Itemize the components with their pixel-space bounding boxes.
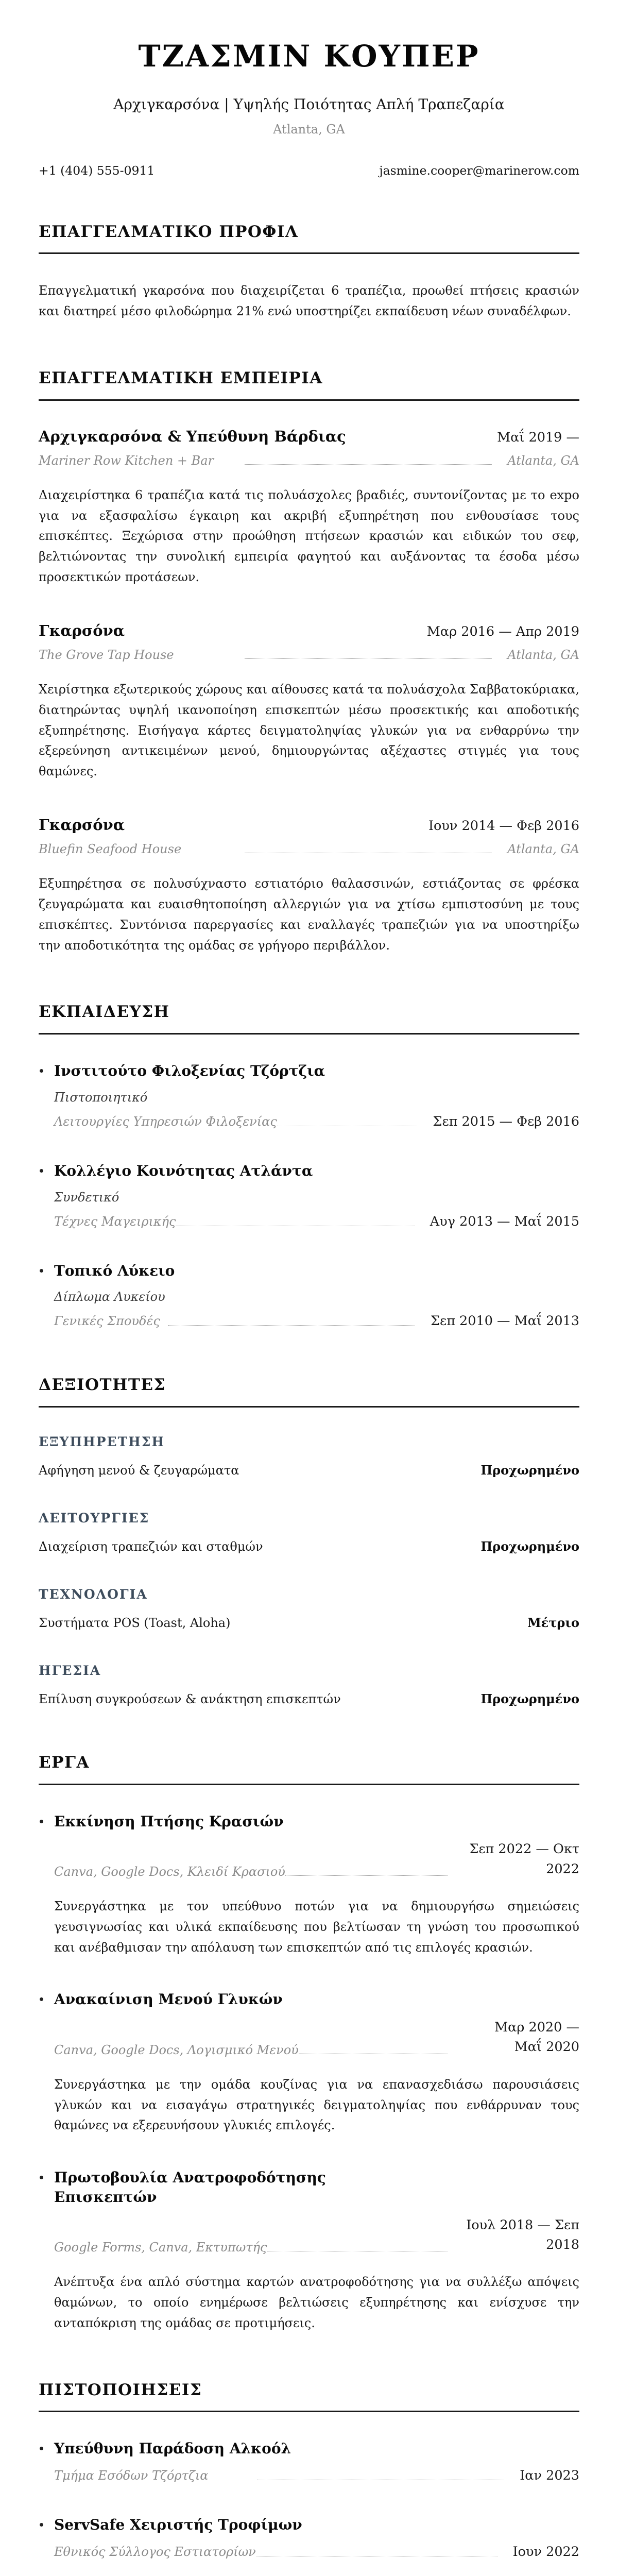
school-name: Ινστιτούτο Φιλοξενίας Τζόρτζια [54,1062,325,1079]
project-tools-row [54,2018,579,2057]
job-description: Εξυπηρέτησα σε πολυσύχναστο εστιατόριο θαλασσινών, εστιάζοντας σε φρέσκα ζευγαρώματα και ευαισθητοποίηση αλλεργιών για να χτίσω εμπιστοσύνη με τους επισκέπτες. Συντόνισα παρεργασίες και εναλλαγές τραπεζιών για να υποστηρίξω την αποδοτικότητα της ομάδας σε γρήγορο περιβάλλον. [39,876,579,953]
skills-heading: ΔΕΞΙΟΤΗΤΕΣ [39,1376,579,1408]
skill-level: Μέτριο [527,1615,579,1630]
project-tools: Canva, Google Docs, Λογισμικό Μενού [54,2042,299,2057]
project-description: Συνεργάστηκα με την ομάδα κουζίνας για να επανασχεδιάσω παρουσιάσεις γλυκών και να εισαγάγω στρατηγικές δειγματοληψίας που ενθάρρυναν τους θαμώνες να εξερευνήσουν γλυκιές επιλογές. [54,2077,579,2133]
project-tools-row [54,2215,579,2255]
profile-heading: ΕΠΑΓΓΕΛΜΑΤΙΚΟ ΠΡΟΦΙΛ [39,223,579,255]
bullet-icon [40,1997,43,2001]
dotted-leader [245,658,492,659]
certification-issuer: Εθνικός Σύλλογος Εστιατορίων [54,2545,256,2560]
field-of-study: Γενικές Σπουδές [54,1314,160,1329]
certification-name: ServSafe Χειριστής Τροφίμων [54,2516,302,2534]
job-company: The Grove Tap House [39,647,174,662]
projects-heading: ΕΡΓΑ [39,1754,579,1785]
field-row [54,1313,579,1329]
project-tools-row [54,1839,579,1879]
job-company-row [39,648,579,662]
skill-name: Διαχείριση τραπεζιών και σταθμών [39,1539,263,1554]
section-experience [39,369,579,956]
degree: Συνδετικό [54,1190,119,1205]
skill-row [39,1539,579,1554]
section-skills [39,1376,579,1706]
certification-issuer: Τμήμα Εσόδων Τζόρτζια [54,2468,209,2483]
project-description: Συνεργάστηκα με τον υπεύθυνο ποτών για να δημιουργήσω σημειώσεις γευσιγνωσίας και υλικά εκπαίδευσης που βελτίωσαν τη γνώση του προσωπικού και ανέβαθμισαν την απόλαυση των επισκεπτών από τις επιλογές κρασιών. [54,1899,579,1955]
certification-date: Ιουν 2022 [512,2544,579,2560]
school-name: Τοπικό Λύκειο [54,1262,175,1279]
project-description: Ανέπτυξα ένα απλό σύστημα καρτών ανατροφοδότησης για να συλλέξω απόψεις θαμώνων, το οποίο ενημέρωσε βελτιώσεις εξυπηρέτησης και ενίσχυσε την ανταπόκριση της ομάδας σε προτιμήσεις. [54,2275,579,2330]
job-description: Διαχειρίστηκα 6 τραπέζια κατά τις πολυάσχολες βραδιές, συντονίζοντας με το expo για να εξασφαλίσω έγκαιρη και ακριβή εξυπηρέτηση που ενθουσίασε τους επισκέπτες. Ξεχώρισα στην προώθηση πτήσεων κρασιών και ειδικών του σεφ, βελτιώνοντας την συνολική εμπειρία φαγητού και αυξάνοντας τα έσοδα μέσω προσεκτικών προτάσεων. [39,487,579,585]
job-title-row [39,816,579,834]
job-date: Μαΐ 2019 — [497,429,579,445]
header-subtitle: Αρχιγκαρσόνα | Υψηλής Ποιότητας Απλή Τραπεζαρία [113,95,505,113]
skill-group [39,1434,579,1478]
dotted-leader [168,1325,415,1326]
section-projects [39,1754,579,2334]
field-of-study: Τέχνες Μαγειρικής [54,1214,176,1229]
job-location: Atlanta, GA [507,842,579,857]
project-tools: Google Forms, Canva, Εκτυπωτής [54,2240,267,2255]
job-location: Atlanta, GA [507,453,579,468]
job-title: Γκαρσόνα [39,816,125,834]
project-title: Εκκίνηση Πτήσης Κρασιών [54,1812,284,1830]
job-date: Ιουν 2014 — Φεβ 2016 [428,818,579,834]
section-certifications [39,2381,579,2560]
email-text: jasmine.cooper@marinerow.com [379,163,579,178]
field-of-study: Λειτουργίες Υπηρεσιών Φιλοξενίας [54,1114,277,1129]
certification-name: Υπεύθυνη Παράδοση Αλκοόλ [54,2440,291,2458]
job-title-row [39,428,579,445]
dotted-leader [245,464,492,465]
job-entry [39,622,579,782]
job-company: Mariner Row Kitchen + Bar [39,453,214,468]
section-profile [39,223,579,322]
skill-category: ΤΕΧΝΟΛΟΓΙΑ [39,1587,148,1602]
certifications-heading: ΠΙΣΤΟΠΟΙΗΣΕΙΣ [39,2381,579,2413]
project-entry [39,1812,579,1958]
field-row [54,1114,579,1129]
skill-category: ΕΞΥΠΗΡΕΤΗΣΗ [39,1434,165,1449]
job-title: Αρχιγκαρσόνα & Υπεύθυνη Βάρδιας [39,427,346,445]
project-title: Πρωτοβουλία Ανατροφοδότησης Επισκεπτών [54,2169,326,2206]
job-entry [39,428,579,588]
resume-header [39,40,579,178]
project-date: Σεπ 2022 — Οκτ 2022 [469,1841,579,1877]
job-company-row [39,453,579,468]
job-title: Γκαρσόνα [39,621,125,639]
skill-row [39,1463,579,1478]
school-name: Κολλέγιο Κοινότητας Ατλάντα [54,1162,313,1179]
skill-name: Αφήγηση μενού & ζευγαρώματα [39,1463,239,1478]
education-date: Σεπ 2015 — Φεβ 2016 [433,1113,579,1129]
job-title-row [39,622,579,639]
job-description: Χειρίστηκα εξωτερικούς χώρους και αίθουσες κατά τα πολυάσχολα Σαββατοκύριακα, διατηρώντας υψηλή ικανοποίηση επισκεπτών μέσω προσεκτικής και αποδοτικής εξυπηρέτησης. Εισήγαγα κάρτες δειγματοληψίας γλυκών για να ενθαρρύνω την εξερεύνηση αντικειμένων μενού, δημιουργώντας αξέχαστες στιγμές για τους θαμώνες. [39,682,579,779]
skill-level: Προχωρημένο [480,1691,579,1706]
skill-group [39,1663,579,1706]
bullet-icon [40,1169,43,1173]
contact-row [39,163,579,178]
header-location: Atlanta, GA [273,122,345,137]
education-date: Σεπ 2010 — Μαΐ 2013 [430,1313,579,1329]
project-tools: Canva, Google Docs, Κλειδί Κρασιού [54,1864,285,1879]
education-entry [39,1261,579,1329]
bullet-icon [40,1820,43,1823]
skill-row [39,1615,579,1630]
issuer-row [54,2544,579,2560]
bullet-icon [40,1269,43,1273]
degree: Δίπλωμα Λυκείου [54,1290,165,1304]
issuer-row [54,2468,579,2483]
project-date: Μαρ 2020 — Μαΐ 2020 [494,2020,579,2055]
skill-level: Προχωρημένο [480,1539,579,1554]
certification-entry [39,2439,579,2483]
phone-text: +1 (404) 555-0911 [39,163,155,178]
skill-group [39,1511,579,1554]
project-entry [39,1990,579,2136]
bullet-icon [40,2447,43,2450]
certification-entry [39,2515,579,2560]
job-date: Μαρ 2016 — Απρ 2019 [426,623,579,639]
education-date: Αυγ 2013 — Μαΐ 2015 [430,1213,579,1229]
experience-heading: ΕΠΑΓΓΕΛΜΑΤΙΚΗ ΕΜΠΕΙΡΙΑ [39,369,579,401]
project-title: Ανακαίνιση Μενού Γλυκών [54,1991,283,2008]
field-row [54,1214,579,1229]
skill-group [39,1587,579,1630]
profile-text: Επαγγελματική γκαρσόνα που διαχειρίζεται 6 τραπέζια, προωθεί πτήσεις κρασιών και διατηρεί μέσο φιλοδώρημα 21% ενώ υποστηρίζει εκπαίδευση νέων συναδέλφων. [39,283,579,319]
bullet-icon [40,2176,43,2179]
skill-row [39,1691,579,1706]
job-location: Atlanta, GA [507,647,579,662]
page-title: ΤΖΑΣΜΙΝ ΚΟΥΠΕΡ [138,39,480,74]
skill-category: ΛΕΙΤΟΥΡΓΙΕΣ [39,1511,150,1526]
skill-name: Συστήματα POS (Toast, Aloha) [39,1616,231,1630]
degree: Πιστοποιητικό [54,1090,148,1105]
project-date: Ιουλ 2018 — Σεπ 2018 [466,2217,579,2253]
job-company-row [39,842,579,856]
skill-level: Προχωρημένο [480,1463,579,1478]
project-entry [39,2168,579,2334]
job-entry [39,816,579,956]
dotted-leader [285,1875,448,1876]
education-heading: ΕΚΠΑΙΔΕΥΣΗ [39,1003,579,1035]
skill-name: Επίλυση συγκρούσεων & ανάκτηση επισκεπτών [39,1692,341,1706]
education-entry [39,1061,579,1129]
certification-date: Ιαν 2023 [520,2468,579,2484]
skill-category: ΗΓΕΣΙΑ [39,1663,101,1678]
section-education [39,1003,579,1329]
education-entry [39,1161,579,1229]
job-company: Bluefin Seafood House [39,842,182,857]
bullet-icon [40,2523,43,2527]
bullet-icon [40,1069,43,1073]
